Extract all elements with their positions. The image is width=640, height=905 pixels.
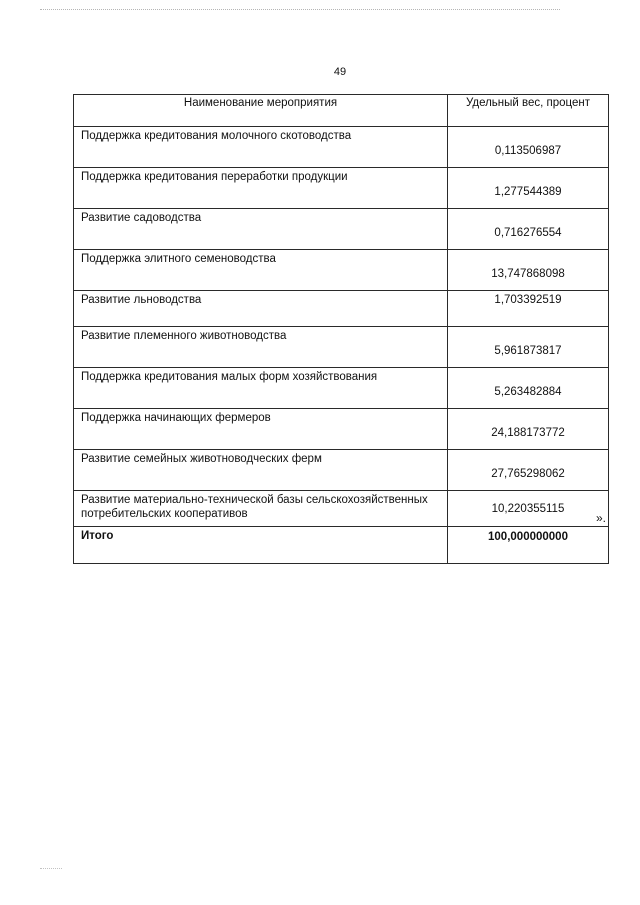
row-value: 5,263482884	[448, 368, 609, 409]
table-row	[74, 209, 609, 250]
total-value: 100,000000000	[448, 527, 609, 564]
row-value: 1,703392519	[448, 291, 609, 327]
row-name: Развитие садоводства	[74, 209, 448, 250]
row-name: Развитие семейных животноводческих ферм	[74, 450, 448, 491]
table-total-row	[74, 527, 609, 564]
table-row	[74, 450, 609, 491]
table-row	[74, 491, 609, 527]
row-name: Поддержка кредитования молочного скотоводства	[74, 127, 448, 168]
table-row	[74, 250, 609, 291]
page-number: 49	[333, 66, 347, 78]
row-name: Поддержка кредитования малых форм хозяйствования	[74, 368, 448, 409]
row-name: Поддержка начинающих фермеров	[74, 409, 448, 450]
row-name: Развитие материально-технической базы сельскохозяйственных потребительских кооперативов	[74, 491, 448, 527]
row-value: 1,277544389	[448, 168, 609, 209]
row-value: 0,716276554	[448, 209, 609, 250]
row-name: Развитие льноводства	[74, 291, 448, 327]
header-name: Наименование мероприятия	[74, 95, 448, 127]
table-header-row	[74, 95, 609, 127]
row-name: Развитие племенного животноводства	[74, 327, 448, 368]
table-row	[74, 368, 609, 409]
header-value: Удельный вес, процент	[448, 95, 609, 127]
closing-quote-mark: ».	[596, 511, 607, 525]
row-value: 24,188173772	[448, 409, 609, 450]
measures-table	[73, 94, 609, 564]
table-row	[74, 168, 609, 209]
scan-artifact-top	[40, 9, 560, 10]
row-value: 5,961873817	[448, 327, 609, 368]
table-row	[74, 409, 609, 450]
row-name: Поддержка элитного семеноводства	[74, 250, 448, 291]
row-value: 13,747868098	[448, 250, 609, 291]
row-name: Поддержка кредитования переработки продукции	[74, 168, 448, 209]
row-value: 0,113506987	[448, 127, 609, 168]
table-row	[74, 291, 609, 327]
table-row	[74, 327, 609, 368]
total-label: Итого	[74, 527, 448, 564]
scan-artifact-bottom	[40, 868, 62, 869]
table-row	[74, 127, 609, 168]
row-value: 27,765298062	[448, 450, 609, 491]
row-value: 10,220355115	[448, 491, 609, 527]
